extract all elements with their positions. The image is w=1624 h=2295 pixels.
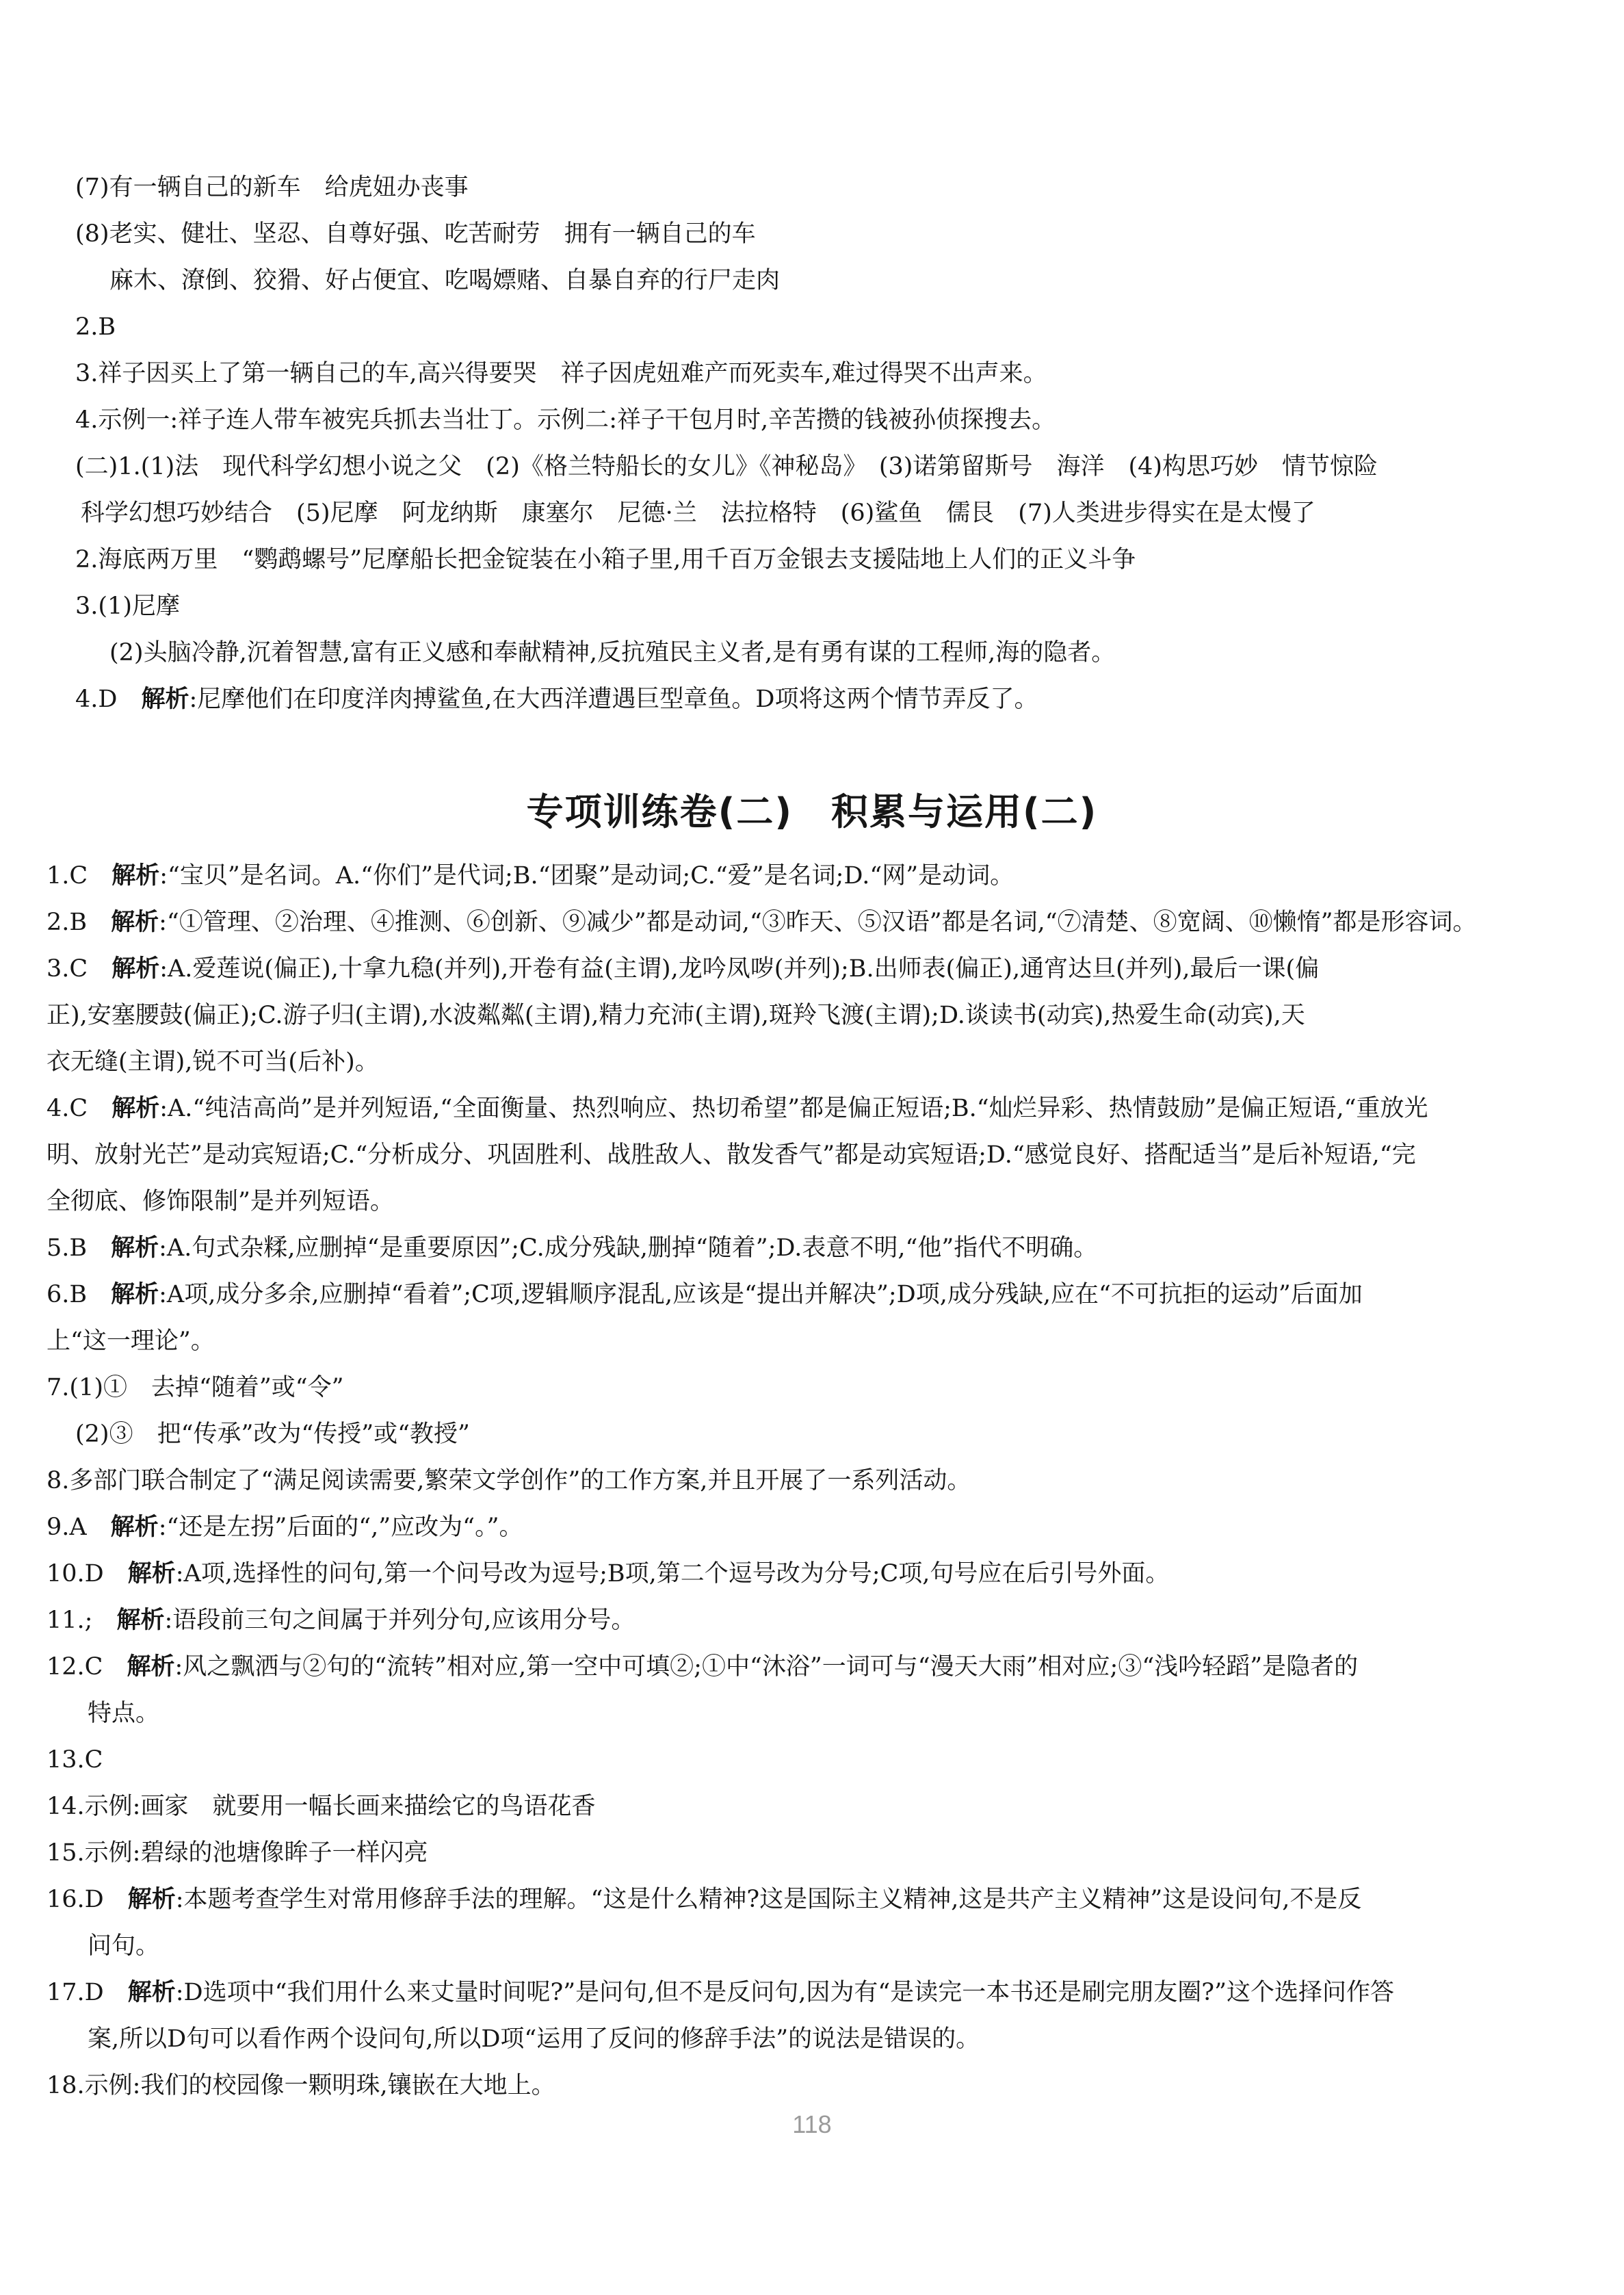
answer-line (47, 1557, 1549, 1590)
line-text: 衣无缝(主谓),锐不可当(后补)。 (47, 1048, 379, 1076)
question-number: 2.B (47, 909, 112, 936)
top-answer-line (75, 171, 1549, 204)
line-text: (7)有一辆自己的新车 给虎妞办丧事 (75, 174, 469, 201)
line-text: :D选项中“我们用什么来丈量时间呢?”是问句,但不是反问句,因为有“是读完一本书还是刷完朋友圈?”这个选择问作答 (175, 1979, 1394, 2006)
question-number: 16.D (47, 1886, 128, 1913)
top-answer-line (109, 264, 1549, 297)
question-number: 17.D (47, 1979, 128, 2006)
analysis-label: 解析 (111, 908, 159, 936)
question-number: 11.; (47, 1607, 117, 1634)
page-number: 118 (792, 2110, 832, 2138)
line-text: (二)1.(1)法 现代科学幻想小说之父 (2)《格兰特船长的女儿》《神秘岛》 (3)诺第留斯号 海洋 (4)构思巧妙 情节惊险 (75, 453, 1378, 480)
analysis-label: 解析 (112, 1094, 160, 1122)
line-text: 麻木、潦倒、狡猾、好占便宜、吃喝嫖赌、自暴自弃的行尸走肉 (109, 267, 781, 294)
line-text: 4.示例一:祥子连人带车被宪兵抓去当壮丁。示例二:祥子干包月时,辛苦攒的钱被孙侦探搜去。 (75, 406, 1056, 434)
line-text: 案,所以D句可以看作两个设问句,所以D项“运用了反问的修辞手法”的说法是错误的。 (88, 2025, 980, 2053)
answer-line (47, 1046, 1549, 1078)
analysis-label: 解析 (112, 955, 160, 983)
line-text: :语段前三句之间属于并列分句,应该用分号。 (164, 1607, 636, 1634)
line-text: :A项,选择性的问句,第一个问号改为逗号;B项,第二个逗号改为分号;C项,句号应在后引号外面。 (175, 1560, 1170, 1587)
question-number: 9.A (47, 1514, 111, 1541)
line-text: :风之飘洒与②句的“流转”相对应,第一空中可填②;①中“沐浴”一词可与“漫天大雨”相对应;③“浅吟轻蹈”是隐者的 (174, 1653, 1359, 1681)
line-text: :“①管理、②治理、④推测、⑥创新、⑨减少”都是动词,“③昨天、⑤汉语”都是名词,“⑦清楚、⑧宽阔、⑩懒惰”都是形容词。 (159, 909, 1477, 936)
top-answer-line (75, 683, 1549, 716)
analysis-label: 解析 (112, 861, 160, 890)
line-text: (2)③ 把“传承”改为“传授”或“教授” (75, 1421, 470, 1448)
top-answer-line (109, 636, 1549, 669)
line-text: 科学幻想巧妙结合 (5)尼摩 阿龙纳斯 康塞尔 尼德·兰 法拉格特 (6)鲨鱼 儒艮 (7)人类进步得实在是太慢了 (81, 500, 1315, 527)
answer-line (75, 1418, 1549, 1451)
line-text: (8)老实、健壮、坚忍、自尊好强、吃苦耐劳 拥有一辆自己的车 (75, 220, 756, 248)
analysis-label: 解析 (110, 1513, 159, 1541)
line-text: :A.爱莲说(偏正),十拿九稳(并列),开卷有益(主谓),龙吟凤哕(并列);B.出师表(偏正),通宵达旦(并列),最后一课(偏 (159, 955, 1320, 983)
answer-line (88, 2023, 1549, 2056)
analysis-label: 解析 (111, 1280, 159, 1308)
answer-line (47, 1837, 1549, 1869)
answer-line (47, 1511, 1549, 1544)
top-answer-line (75, 404, 1549, 437)
line-text: 3.祥子因买上了第一辆自己的车,高兴得要哭 祥子因虎妞难产而死卖车,难过得哭不出声来。 (75, 360, 1047, 387)
line-text: :A项,成分多余,应删掉“看着”;C项,逻辑顺序混乱,应该是“提出并解决”;D项,成分残缺,应在“不可抗拒的运动”后面加 (159, 1281, 1363, 1308)
answer-line (47, 999, 1549, 1032)
answer-line (47, 952, 1549, 985)
answer-line (47, 1650, 1549, 1683)
section-heading: 专项训练卷(二) 积累与运用(二) (526, 790, 1098, 833)
answer-line (47, 1976, 1549, 2009)
line-text: :A.“纯洁高尚”是并列短语,“全面衡量、热烈响应、热切希望”都是偏正短语;B.“灿烂异彩、热情鼓励”是偏正短语,“重放光 (159, 1095, 1428, 1122)
line-text: :尼摩他们在印度洋肉搏鲨鱼,在大西洋遭遇巨型章鱼。D项将这两个情节弄反了。 (189, 686, 1038, 713)
analysis-label: 解析 (127, 1652, 175, 1681)
answer-line (47, 2069, 1549, 2102)
line-text: 13.C (47, 1746, 103, 1774)
line-text: 正),安塞腰鼓(偏正);C.游子归(主谓),水波粼粼(主谓),精力充沛(主谓),斑羚飞渡(主谓);D.谈读书(动宾),热爱生命(动宾),天 (47, 1002, 1305, 1029)
line-text: :A.句式杂糅,应删掉“是重要原因”;C.成分残缺,删掉“随着”;D.表意不明,“他”指代不明确。 (159, 1234, 1098, 1262)
answer-line (47, 1092, 1549, 1125)
question-number: 4.D (75, 686, 142, 713)
question-number: 10.D (47, 1560, 128, 1587)
answer-line (47, 1139, 1549, 1171)
answer-line (47, 1232, 1549, 1265)
line-text: 全彻底、修饰限制”是并列短语。 (47, 1188, 394, 1215)
analysis-label: 解析 (127, 1978, 176, 2006)
analysis-label: 解析 (111, 1234, 159, 1262)
line-text: :本题考查学生对常用修辞手法的理解。“这是什么精神?这是国际主义精神,这是共产主义精神”这是设问句,不是反 (175, 1886, 1362, 1913)
question-number: 4.C (47, 1095, 112, 1122)
line-text: 特点。 (88, 1700, 160, 1727)
line-text: :“宝贝”是名词。A.“你们”是代词;B.“团聚”是动词;C.“爱”是名词;D.“网”是动词。 (159, 862, 1014, 890)
answer-line (47, 1464, 1549, 1497)
line-text: 18.示例:我们的校园像一颗明珠,镶嵌在大地上。 (47, 2072, 555, 2099)
answer-line (47, 859, 1549, 892)
top-answer-line (75, 590, 1549, 623)
answer-line (47, 1743, 1549, 1776)
line-text: (2)头脑冷静,沉着智慧,富有正义感和奉献精神,反抗殖民主义者,是有勇有谋的工程师,海的隐者。 (109, 639, 1116, 666)
analysis-label: 解析 (127, 1559, 176, 1587)
line-text: :“还是左拐”后面的“,”应改为“。”。 (158, 1514, 523, 1541)
answer-line (47, 1278, 1549, 1311)
answer-line (88, 1697, 1549, 1730)
answer-line (47, 1790, 1549, 1823)
question-number: 3.C (47, 955, 112, 983)
answer-line (47, 1604, 1549, 1637)
top-answer-line (75, 357, 1549, 390)
answer-line (88, 1930, 1549, 1962)
top-answer-line (75, 218, 1549, 250)
line-text: 7.(1)① 去掉“随着”或“令” (47, 1374, 344, 1401)
question-number: 6.B (47, 1281, 112, 1308)
analysis-label: 解析 (116, 1606, 165, 1634)
answer-line (47, 906, 1549, 939)
line-text: 14.示例:画家 就要用一幅长画来描绘它的鸟语花香 (47, 1793, 596, 1820)
top-answer-line (81, 497, 1549, 530)
top-answer-line (75, 450, 1549, 483)
answer-line (47, 1325, 1549, 1358)
answer-line (47, 1371, 1549, 1404)
line-text: 2.B (75, 313, 116, 341)
top-answer-line (75, 311, 1549, 343)
line-text: 8.多部门联合制定了“满足阅读需要,繁荣文学创作”的工作方案,并且开展了一系列活动。 (47, 1467, 971, 1494)
analysis-label: 解析 (141, 685, 189, 713)
line-text: 明、放射光芒”是动宾短语;C.“分析成分、巩固胜利、战胜敌人、散发香气”都是动宾短语;D.“感觉良好、搭配适当”是后补短语,“完 (47, 1141, 1416, 1169)
top-answer-line (75, 543, 1549, 576)
line-text: 2.海底两万里 “鹦鹉螺号”尼摩船长把金锭装在小箱子里,用千百万金银去支援陆地上人们的正义斗争 (75, 546, 1136, 573)
answer-line (47, 1185, 1549, 1218)
question-number: 5.B (47, 1234, 112, 1262)
line-text: 3.(1)尼摩 (75, 593, 180, 620)
question-number: 1.C (47, 862, 112, 890)
line-text: 上“这一理论”。 (47, 1327, 215, 1355)
answer-line (47, 1883, 1549, 1916)
analysis-label: 解析 (127, 1885, 176, 1913)
question-number: 12.C (47, 1653, 127, 1681)
line-text: 问句。 (88, 1932, 160, 1960)
line-text: 15.示例:碧绿的池塘像眸子一样闪亮 (47, 1839, 428, 1867)
